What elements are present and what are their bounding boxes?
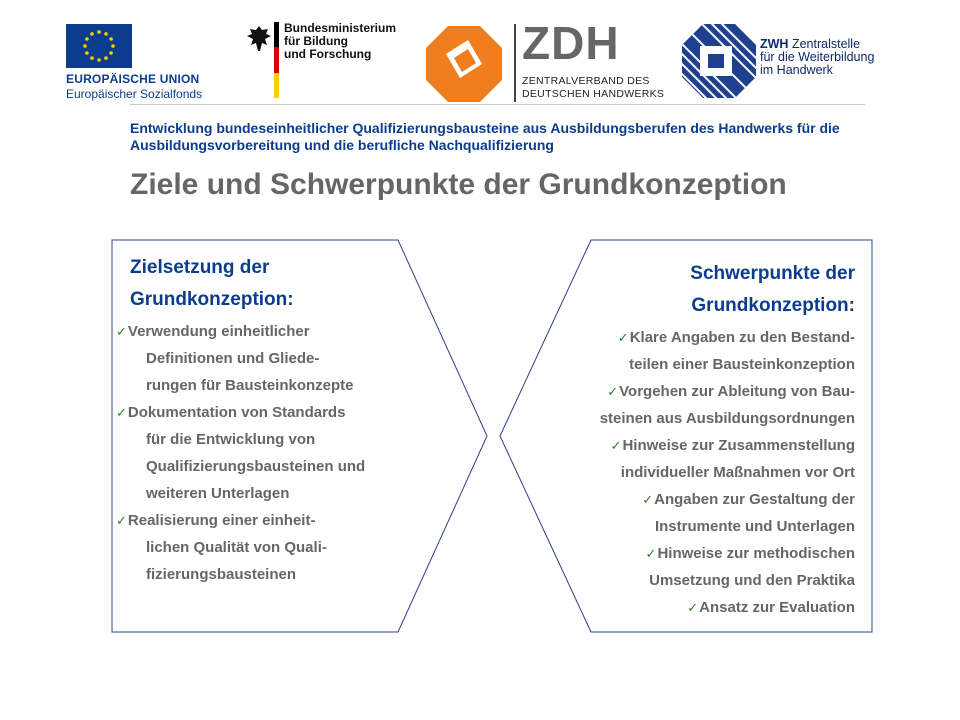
eu-star-icon bbox=[90, 56, 94, 60]
list-item-text: weiteren Unterlagen bbox=[146, 485, 290, 502]
checkmark-icon: ✓ bbox=[607, 384, 619, 399]
right-heading-line2: Grundkonzeption: bbox=[691, 295, 855, 316]
list-item-text: Vorgehen zur Ableitung von Bau- bbox=[619, 383, 855, 400]
eu-star-icon bbox=[85, 51, 89, 55]
list-item-text: fizierungsbausteinen bbox=[146, 566, 297, 583]
bmbf-line2: für Bildung bbox=[284, 34, 348, 48]
zdh-octagon-icon bbox=[424, 24, 504, 104]
right-panel-list bbox=[500, 324, 855, 621]
project-title: Entwicklung bundeseinheitlicher Qualifizierungsbausteine aus Ausbildungsberufen des Handwerks für die Ausbildungsvorbereitung und die berufliche Nachqualifizierung bbox=[130, 120, 840, 153]
checkmark-icon: ✓ bbox=[645, 546, 657, 561]
zdh-subtitle bbox=[522, 75, 664, 101]
list-item bbox=[500, 378, 855, 432]
eu-logo-line1: EUROPÄISCHE UNION bbox=[66, 72, 200, 86]
list-item bbox=[116, 318, 430, 399]
zwh-acronym: ZWH bbox=[760, 37, 789, 51]
eu-star-icon bbox=[83, 44, 87, 48]
list-item-text: individueller Maßnahmen vor Ort bbox=[620, 464, 855, 481]
zdh-title: ZDH bbox=[522, 17, 620, 69]
eu-star-icon bbox=[109, 51, 113, 55]
list-item bbox=[500, 486, 855, 540]
list-item bbox=[500, 540, 855, 594]
list-item-text: Umsetzung und den Praktika bbox=[649, 572, 855, 589]
bmbf-line3: und Forschung bbox=[284, 47, 372, 61]
checkmark-icon: ✓ bbox=[116, 405, 127, 420]
eu-star-icon bbox=[104, 56, 108, 60]
list-item-text: rungen für Bausteinkonzepte bbox=[146, 377, 354, 394]
list-item-text: Qualifizierungsbausteinen und bbox=[146, 458, 366, 475]
page-title: Ziele und Schwerpunkte der Grundkonzeption bbox=[130, 168, 787, 201]
checkmark-icon: ✓ bbox=[642, 492, 654, 507]
zwh-logo bbox=[680, 22, 880, 102]
right-panel bbox=[500, 258, 855, 621]
list-item-text: Dokumentation von Standards bbox=[127, 404, 346, 421]
right-panel-heading bbox=[500, 258, 855, 322]
eagle-icon bbox=[246, 24, 272, 54]
list-item bbox=[500, 594, 855, 621]
left-panel-heading bbox=[130, 252, 430, 316]
list-item-text: teilen einer Bausteinkonzeption bbox=[629, 356, 855, 373]
list-item-text: Verwendung einheitlicher bbox=[127, 323, 310, 340]
list-item-text: Hinweise zur methodischen bbox=[657, 545, 855, 562]
checkmark-icon: ✓ bbox=[116, 324, 127, 339]
list-item-text: Realisierung einer einheit- bbox=[127, 512, 316, 529]
eu-star-icon bbox=[111, 44, 115, 48]
header-divider bbox=[130, 104, 865, 105]
checkmark-icon: ✓ bbox=[116, 513, 127, 528]
left-heading-line2: Grundkonzeption: bbox=[130, 289, 294, 310]
zwh-line3: im Handwerk bbox=[760, 63, 833, 77]
list-item-text: Angaben zur Gestaltung der bbox=[654, 491, 855, 508]
list-item-text: für die Entwicklung von bbox=[146, 431, 316, 448]
list-item-text: Instrumente und Unterlagen bbox=[654, 518, 855, 535]
left-panel bbox=[116, 252, 430, 588]
eu-star-icon bbox=[97, 30, 101, 34]
eu-logo-line2: Europäischer Sozialfonds bbox=[66, 87, 203, 101]
list-item bbox=[500, 432, 855, 486]
checkmark-icon: ✓ bbox=[610, 438, 622, 453]
zwh-octagon-icon bbox=[680, 22, 758, 100]
zdh-sub-line1: ZENTRALVERBAND DES bbox=[522, 75, 650, 87]
list-item bbox=[116, 399, 430, 507]
left-heading-line1: Zielsetzung der bbox=[130, 257, 270, 278]
bmbf-logo bbox=[246, 22, 396, 100]
checkmark-icon: ✓ bbox=[617, 330, 629, 345]
bmbf-text bbox=[284, 22, 396, 61]
eu-star-icon bbox=[90, 32, 94, 36]
zwh-text bbox=[760, 38, 874, 77]
zdh-divider bbox=[514, 24, 516, 102]
german-flag-bars bbox=[274, 22, 279, 98]
zdh-logo bbox=[424, 17, 665, 104]
left-panel-list bbox=[116, 318, 430, 588]
list-item-text: steinen aus Ausbildungsordnungen bbox=[599, 410, 855, 427]
eu-star-icon bbox=[85, 37, 89, 41]
list-item bbox=[116, 507, 430, 588]
eu-flag-icon bbox=[66, 24, 132, 68]
zwh-line1: Zentralstelle bbox=[788, 37, 861, 51]
zwh-line2: für die Weiterbildung bbox=[760, 50, 875, 64]
eu-star-icon bbox=[97, 58, 101, 62]
eu-logo bbox=[66, 24, 226, 99]
checkmark-icon: ✓ bbox=[687, 600, 699, 615]
eu-star-icon bbox=[109, 37, 113, 41]
list-item-text: Definitionen und Gliede- bbox=[146, 350, 320, 367]
list-item-text: lichen Qualität von Quali- bbox=[146, 539, 327, 556]
list-item-text: Ansatz zur Evaluation bbox=[699, 599, 855, 616]
bmbf-line1: Bundesministerium bbox=[284, 21, 397, 35]
eu-star-icon bbox=[104, 32, 108, 36]
list-item-text: Klare Angaben zu den Bestand- bbox=[629, 329, 855, 346]
zdh-sub-line2: DEUTSCHEN HANDWERKS bbox=[522, 88, 665, 100]
list-item-text: Hinweise zur Zusammenstellung bbox=[622, 437, 855, 454]
right-heading-line1: Schwerpunkte der bbox=[690, 263, 855, 284]
list-item bbox=[500, 324, 855, 378]
